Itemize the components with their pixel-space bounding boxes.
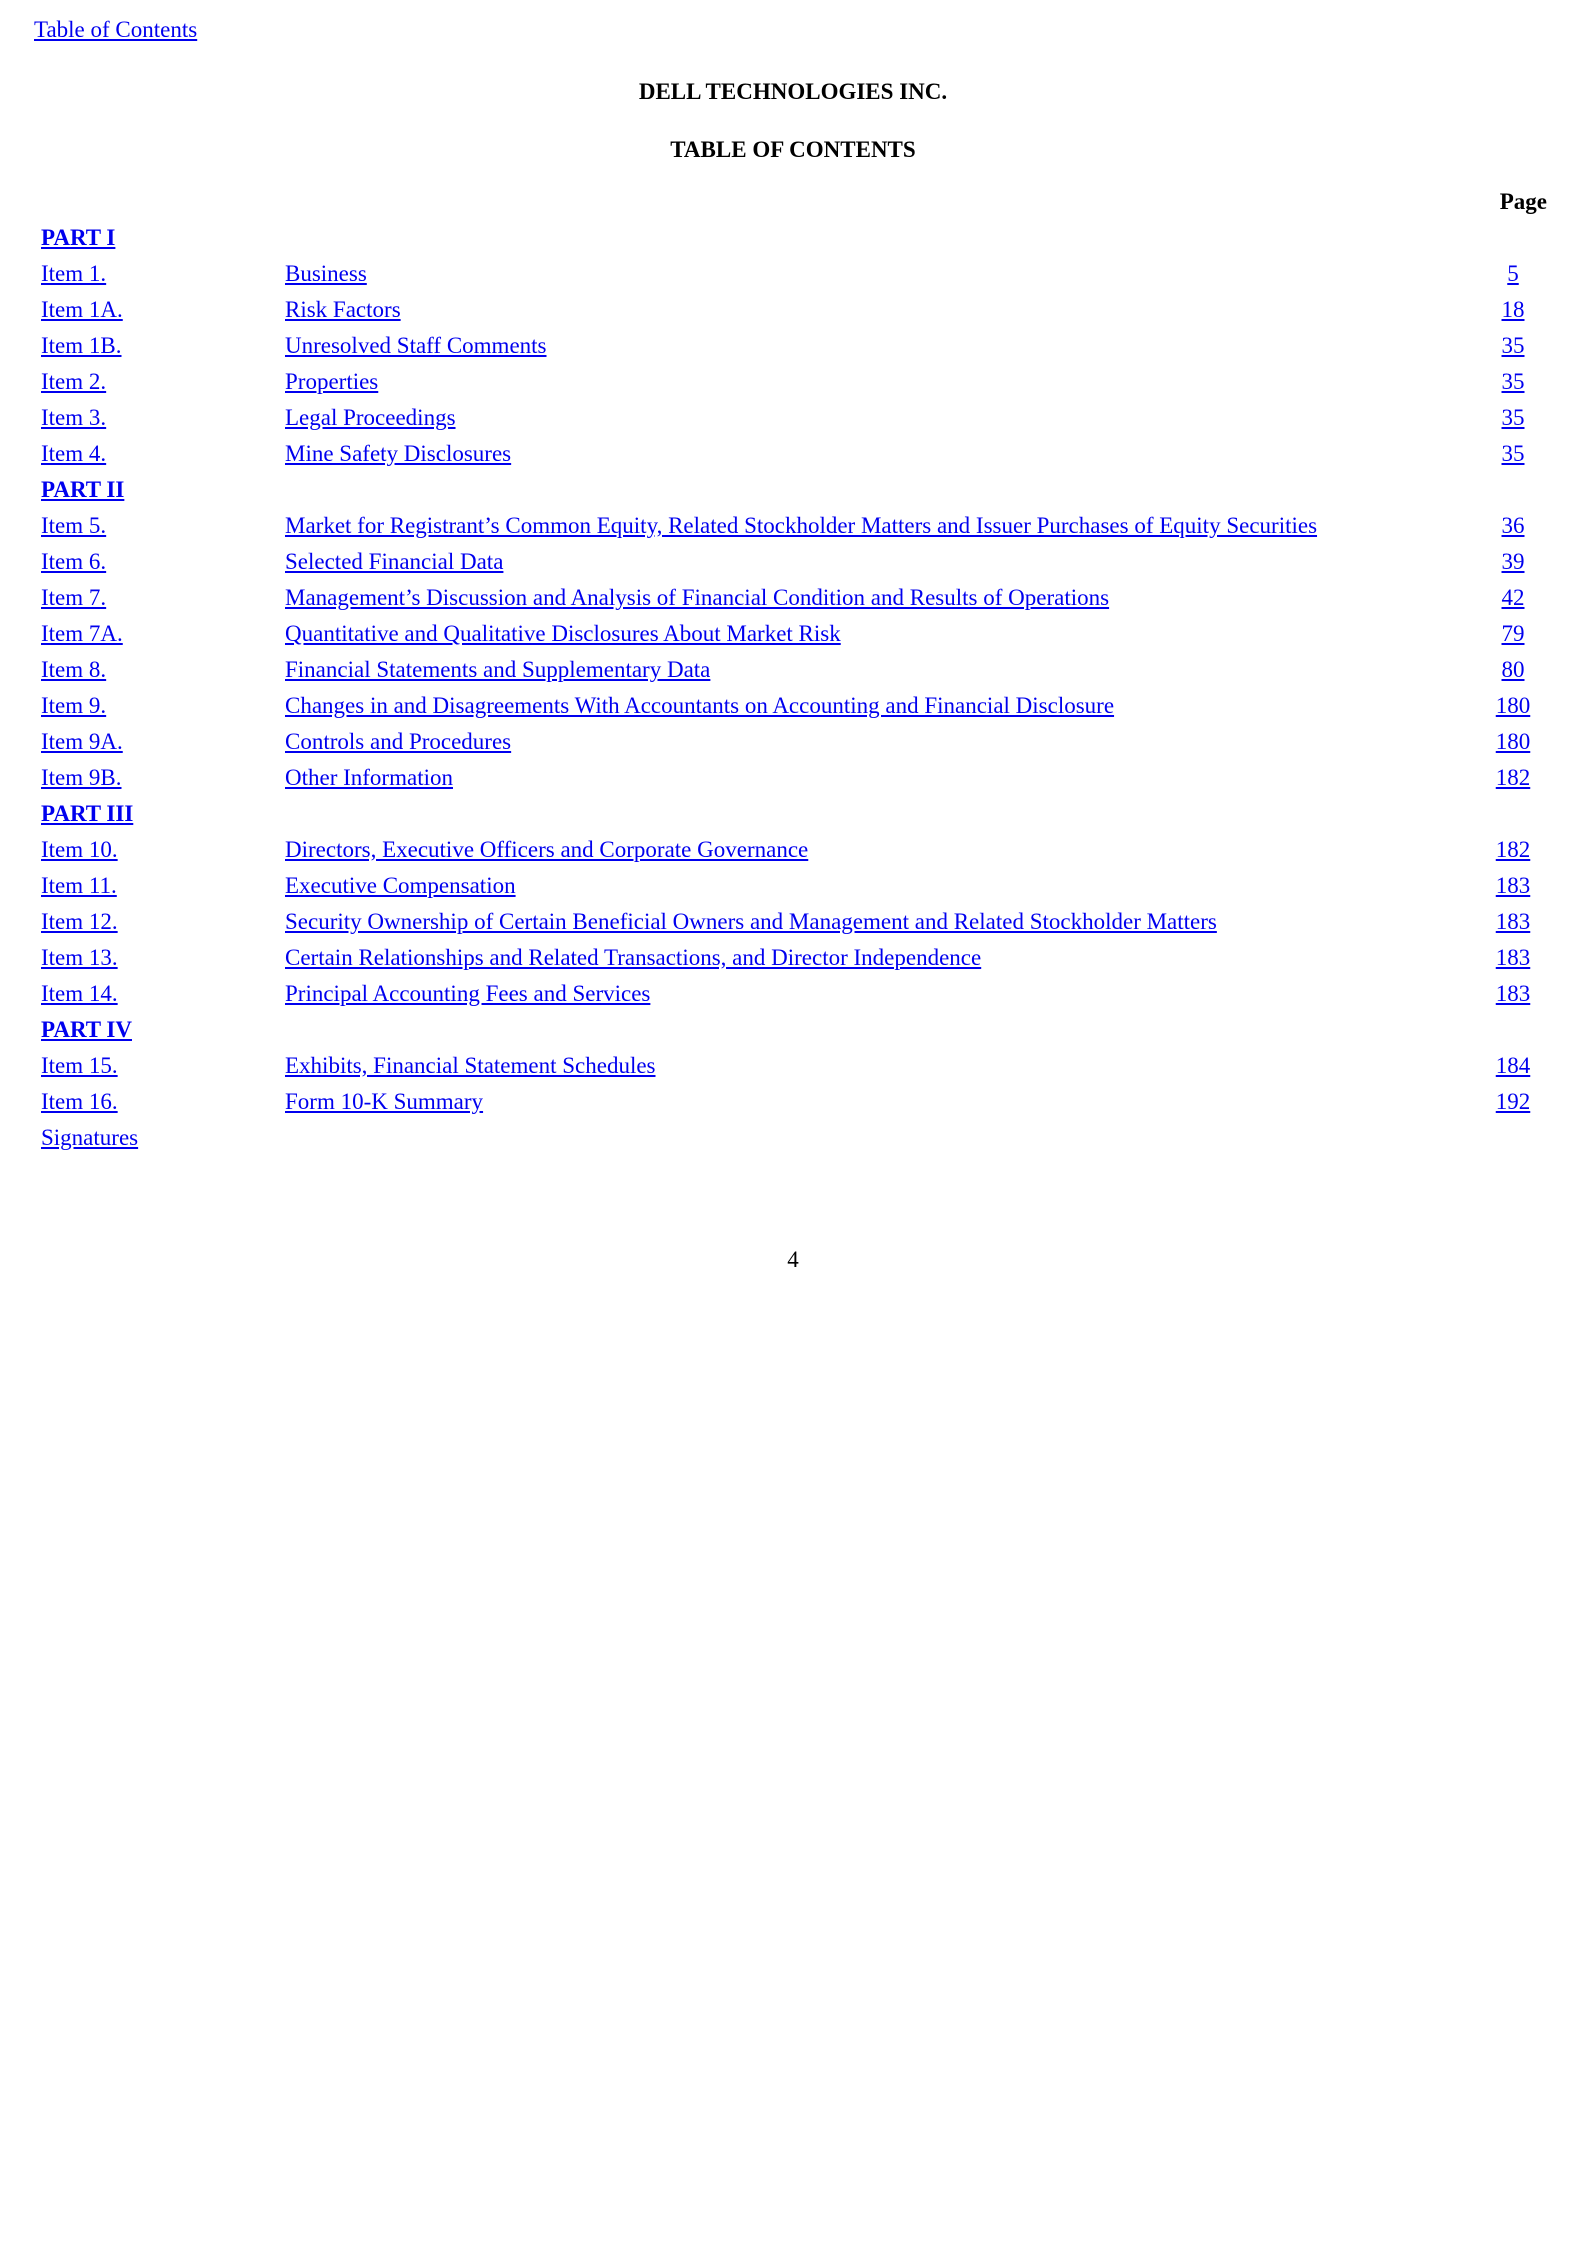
toc-item-title[interactable]: Unresolved Staff Comments — [285, 333, 547, 358]
toc-row-item-7 — [41, 580, 1547, 616]
signatures-row — [41, 1120, 1547, 1156]
toc-row-item-4 — [41, 436, 1547, 472]
toc-item-page[interactable]: 35 — [1501, 333, 1525, 358]
toc-item-number[interactable]: Item 11. — [41, 873, 117, 898]
toc-row-item-9a — [41, 724, 1547, 760]
toc-item-title[interactable]: Legal Proceedings — [285, 405, 456, 430]
toc-item-title[interactable]: Exhibits, Financial Statement Schedules — [285, 1053, 656, 1078]
toc-item-title[interactable]: Changes in and Disagreements With Accountants on Accounting and Financial Disclosure — [285, 693, 1115, 718]
toc-item-page[interactable]: 182 — [1495, 765, 1531, 790]
toc-row-item-9b — [41, 760, 1547, 796]
toc-item-number[interactable]: Item 9A. — [41, 729, 123, 754]
toc-row-item-6 — [41, 544, 1547, 580]
toc-item-title[interactable]: Selected Financial Data — [285, 549, 504, 574]
toc-item-title[interactable]: Financial Statements and Supplementary Data — [285, 657, 711, 682]
toc-item-number[interactable]: Item 16. — [41, 1089, 118, 1114]
toc-item-page[interactable]: 183 — [1495, 945, 1531, 970]
toc-item-number[interactable]: Item 14. — [41, 981, 118, 1006]
toc-item-number[interactable]: Item 15. — [41, 1053, 118, 1078]
page-column-header: Page — [1499, 189, 1547, 214]
toc-row-item-14 — [41, 976, 1547, 1012]
toc-item-page[interactable]: 192 — [1495, 1089, 1531, 1114]
toc-item-page[interactable]: 183 — [1495, 981, 1531, 1006]
toc-item-title[interactable]: Market for Registrant’s Common Equity, Related Stockholder Matters and Issuer Purchases of Equity Securities — [285, 513, 1318, 538]
toc-item-title[interactable]: Management’s Discussion and Analysis of Financial Condition and Results of Operations — [285, 585, 1110, 610]
toc-item-page[interactable]: 80 — [1501, 657, 1525, 682]
toc-item-title[interactable]: Directors, Executive Officers and Corporate Governance — [285, 837, 809, 862]
toc-row-item-16 — [41, 1084, 1547, 1120]
page-number: 4 — [787, 1247, 799, 1272]
company-name: DELL TECHNOLOGIES INC. — [638, 79, 948, 104]
toc-row-item-10 — [41, 832, 1547, 868]
toc-item-title[interactable]: Mine Safety Disclosures — [285, 441, 512, 466]
toc-item-number[interactable]: Item 6. — [41, 549, 107, 574]
toc-item-number[interactable]: Item 4. — [41, 441, 107, 466]
toc-item-page[interactable]: 18 — [1501, 297, 1525, 322]
toc-item-number[interactable]: Item 9B. — [41, 765, 122, 790]
toc-row-item-1a — [41, 292, 1547, 328]
toc-item-number[interactable]: Item 1. — [41, 261, 107, 286]
toc-item-page[interactable]: 180 — [1495, 729, 1531, 754]
toc-item-title[interactable]: Form 10-K Summary — [285, 1089, 484, 1114]
toc-item-title[interactable]: Certain Relationships and Related Transactions, and Director Independence — [285, 945, 982, 970]
toc-item-title[interactable]: Security Ownership of Certain Beneficial Owners and Management and Related Stockholder Matters — [285, 909, 1217, 934]
toc-row-item-2 — [41, 364, 1547, 400]
toc-item-title[interactable]: Controls and Procedures — [285, 729, 512, 754]
toc-item-page[interactable]: 36 — [1501, 513, 1525, 538]
part-i-link[interactable]: PART I — [41, 225, 116, 250]
toc-row-item-5 — [41, 508, 1547, 544]
part-row — [41, 1012, 1547, 1048]
table-of-contents-link[interactable]: Table of Contents — [34, 17, 198, 42]
toc-item-number[interactable]: Item 9. — [41, 693, 107, 718]
toc-row-item-8 — [41, 652, 1547, 688]
toc-item-number[interactable]: Item 8. — [41, 657, 107, 682]
toc-item-title[interactable]: Other Information — [285, 765, 453, 790]
toc-row-item-12 — [41, 904, 1547, 940]
toc-row-item-11 — [41, 868, 1547, 904]
toc-table — [41, 184, 1547, 1156]
toc-item-page[interactable]: 180 — [1495, 693, 1531, 718]
toc-item-number[interactable]: Item 13. — [41, 945, 118, 970]
toc-item-number[interactable]: Item 2. — [41, 369, 107, 394]
toc-item-title[interactable]: Properties — [285, 369, 379, 394]
part-iv-link[interactable]: PART IV — [41, 1017, 132, 1042]
toc-item-number[interactable]: Item 10. — [41, 837, 118, 862]
toc-item-title[interactable]: Quantitative and Qualitative Disclosures About Market Risk — [285, 621, 841, 646]
toc-item-page[interactable]: 184 — [1495, 1053, 1531, 1078]
toc-item-page[interactable]: 35 — [1501, 405, 1525, 430]
toc-item-number[interactable]: Item 7. — [41, 585, 107, 610]
toc-row-item-15 — [41, 1048, 1547, 1084]
toc-item-title[interactable]: Executive Compensation — [285, 873, 516, 898]
toc-item-page[interactable]: 35 — [1501, 369, 1525, 394]
part-row — [41, 220, 1547, 256]
part-iii-link[interactable]: PART III — [41, 801, 134, 826]
part-ii-link[interactable]: PART II — [41, 477, 125, 502]
toc-item-page[interactable]: 5 — [1507, 261, 1519, 286]
toc-row-item-7a — [41, 616, 1547, 652]
toc-item-title[interactable]: Risk Factors — [285, 297, 401, 322]
toc-item-page[interactable]: 183 — [1495, 873, 1531, 898]
toc-item-page[interactable]: 182 — [1495, 837, 1531, 862]
toc-item-page[interactable]: 42 — [1501, 585, 1525, 610]
toc-item-number[interactable]: Item 7A. — [41, 621, 123, 646]
toc-item-page[interactable]: 183 — [1495, 909, 1531, 934]
toc-row-item-9 — [41, 688, 1547, 724]
toc-item-page[interactable]: 79 — [1501, 621, 1525, 646]
document-title: TABLE OF CONTENTS — [670, 137, 916, 162]
toc-row-item-13 — [41, 940, 1547, 976]
toc-header-row — [41, 184, 1547, 220]
toc-item-number[interactable]: Item 12. — [41, 909, 118, 934]
toc-item-title[interactable]: Principal Accounting Fees and Services — [285, 981, 651, 1006]
toc-row-item-1 — [41, 256, 1547, 292]
toc-row-item-3 — [41, 400, 1547, 436]
toc-row-item-1b — [41, 328, 1547, 364]
toc-item-number[interactable]: Item 5. — [41, 513, 107, 538]
toc-item-page[interactable]: 39 — [1501, 549, 1525, 574]
toc-item-number[interactable]: Item 1A. — [41, 297, 123, 322]
toc-item-page[interactable]: 35 — [1501, 441, 1525, 466]
part-row — [41, 796, 1547, 832]
toc-item-title[interactable]: Business — [285, 261, 367, 286]
signatures-link[interactable]: Signatures — [41, 1125, 139, 1150]
part-row — [41, 472, 1547, 508]
toc-item-number[interactable]: Item 3. — [41, 405, 107, 430]
toc-item-number[interactable]: Item 1B. — [41, 333, 122, 358]
